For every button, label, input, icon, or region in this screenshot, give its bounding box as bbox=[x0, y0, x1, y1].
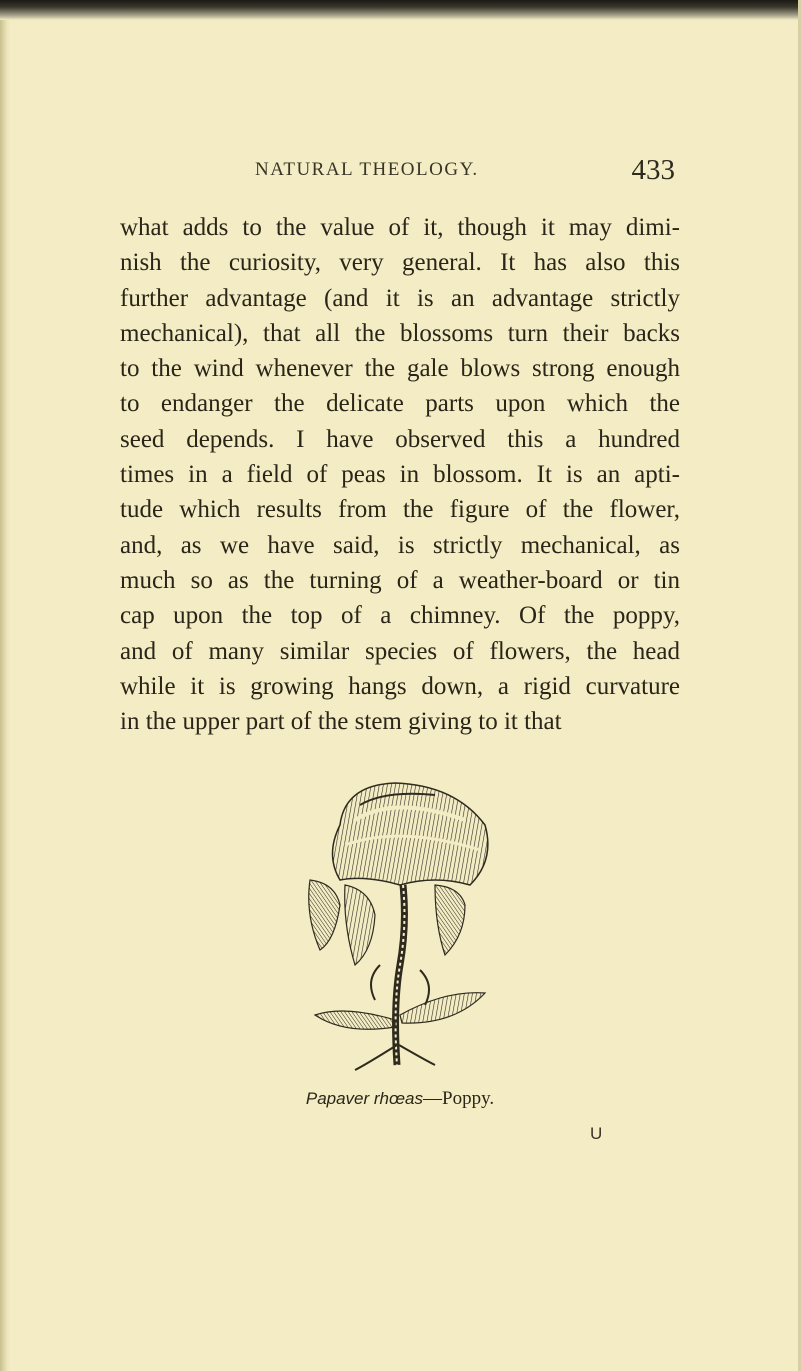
text-line: times in a field of peas in blossom. It is an apti- bbox=[120, 461, 680, 489]
page-number: 433 bbox=[631, 153, 675, 186]
body-text bbox=[120, 210, 680, 739]
text-line: to the wind whenever the gale blows strong enough bbox=[120, 355, 680, 383]
text-line: to endanger the delicate parts upon which the bbox=[120, 390, 680, 418]
poppy-engraving bbox=[285, 765, 515, 1075]
running-title: NATURAL THEOLOGY. bbox=[255, 159, 479, 180]
caption-latin: Papaver rhœas bbox=[305, 1089, 424, 1108]
signature-mark: U bbox=[590, 1124, 603, 1143]
poppy-stem bbox=[396, 885, 405, 1065]
text-line: mechanical), that all the blossoms turn their backs bbox=[120, 319, 680, 347]
text-line: much so as the turning of a weather-board or tin bbox=[120, 566, 680, 594]
top-edge-shadow bbox=[0, 0, 801, 20]
text-line: and of many similar species of flowers, the head bbox=[120, 637, 680, 665]
text-line: nish the curiosity, very general. It has also this bbox=[120, 249, 680, 277]
figure-caption bbox=[200, 1088, 600, 1110]
poppy-head bbox=[333, 783, 488, 885]
binding-edge bbox=[0, 20, 10, 1371]
text-line: seed depends. I have observed this a hundred bbox=[120, 425, 680, 453]
poppy-petals bbox=[309, 880, 465, 965]
text-line: what adds to the value of it, though it may dimi- bbox=[120, 214, 680, 241]
page-header bbox=[255, 150, 675, 190]
text-line: further advantage (and it is an advantage strictly bbox=[120, 284, 680, 312]
text-line: while it is growing hangs down, a rigid curvature bbox=[120, 672, 680, 700]
text-line: tude which results from the figure of the flower, bbox=[120, 496, 680, 524]
text-line: and, as we have said, is strictly mechanical, as bbox=[120, 531, 680, 559]
caption-english: —Poppy. bbox=[423, 1088, 495, 1109]
text-line: in the upper part of the stem giving to it that bbox=[120, 708, 562, 736]
text-line: cap upon the top of a chimney. Of the poppy, bbox=[120, 602, 680, 630]
